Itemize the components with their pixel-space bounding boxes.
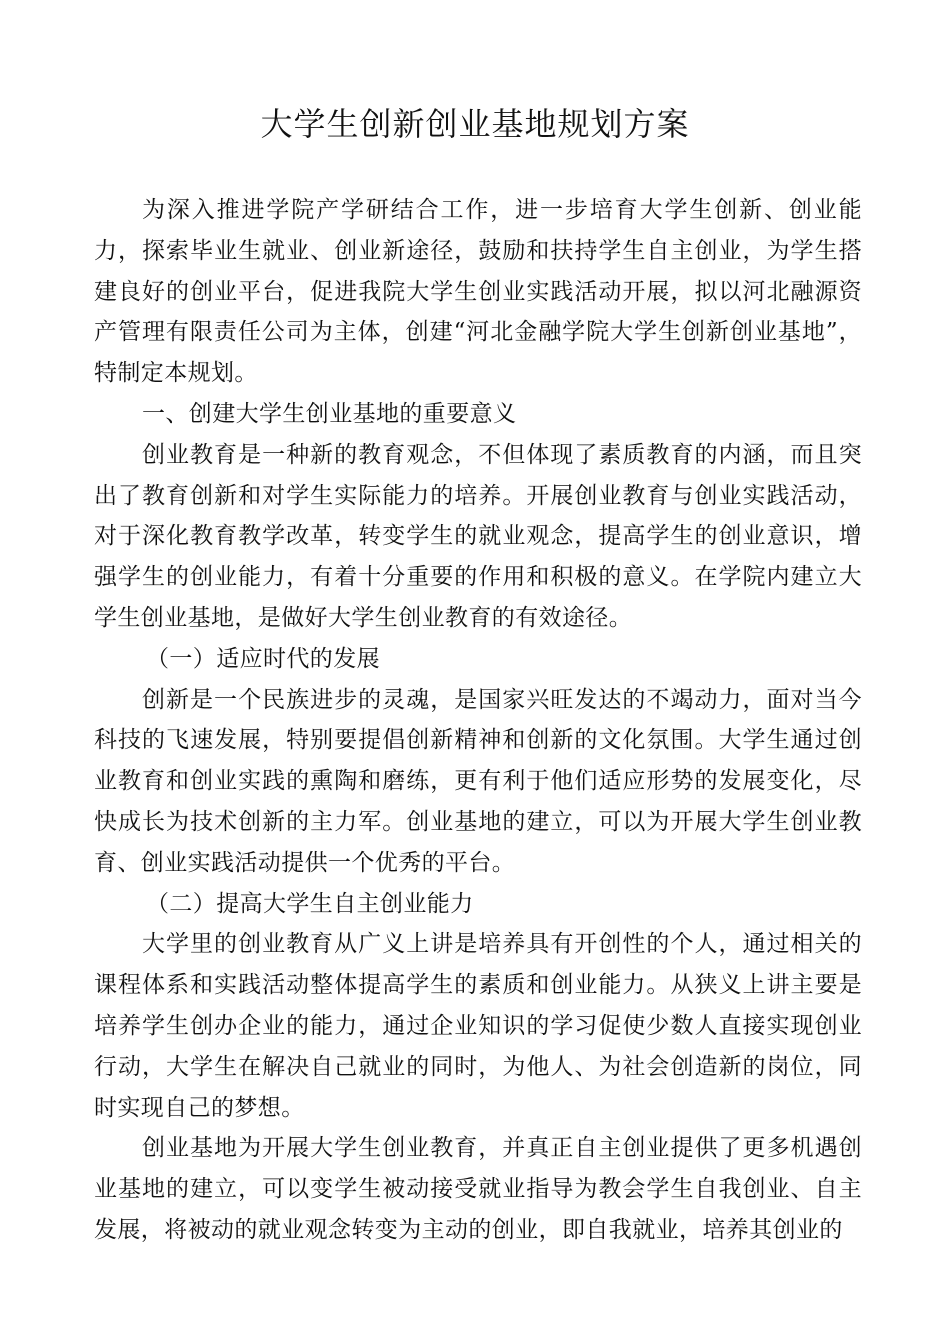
intro-paragraph: 为深入推进学院产学研结合工作，进一步培育大学生创新、创业能力，探索毕业生就业、创业新途径，鼓励和扶持学生自主创业，为学生搭建良好的创业平台，促进我院大学生创业实践活动开展，拟以河北融源资产管理有限责任公司为主体，创建“河北金融学院大学生创新创业基地”，特制定本规划。 (94, 197, 862, 387)
subsection-2-paragraph-2: 创业基地为开展大学生创业教育，并真正自主创业提供了更多机遇创业基地的建立，可以变学生被动接受就业指导为教会学生自我创业、自主发展，将被动的就业观念转变为主动的创业，即自我就业，培养其创业的 (94, 1135, 862, 1243)
subsection-2-paragraph-1: 大学里的创业教育从广义上讲是培养具有开创性的个人，通过相关的课程体系和实践活动整体提高学生的素质和创业能力。从狭义上讲主要是培养学生创办企业的能力，通过企业知识的学习促使少数人直接实现创业行动，大学生在解决自己就业的同时，为他人、为社会创造新的岗位，同时实现自己的梦想。 (94, 931, 862, 1121)
section-heading-1: 一、创建大学生创业基地的重要意义 (142, 400, 517, 427)
document-title: 大学生创新创业基地规划方案 (260, 105, 690, 143)
subsection-1-paragraph: 创新是一个民族进步的灵魂，是国家兴旺发达的不竭动力，面对当今科技的飞速发展，特别要提倡创新精神和创新的文化氛围。大学生通过创业教育和创业实践的熏陶和磨练，更有利于他们适应形势的发展变化，尽快成长为技术创新的主力军。创业基地的建立，可以为开展大学生创业教育、创业实践活动提供一个优秀的平台。 (94, 686, 862, 876)
subsection-heading-2: （二）提高大学生自主创业能力 (146, 890, 474, 917)
document-body (94, 190, 862, 1251)
subsection-heading-1: （一）适应时代的发展 (146, 645, 380, 672)
section-1-paragraph: 创业教育是一种新的教育观念，不但体现了素质教育的内涵，而且突出了教育创新和对学生实际能力的培养。开展创业教育与创业实践活动，对于深化教育教学改革，转变学生的就业观念，提高学生的创业意识，增强学生的创业能力，有着十分重要的作用和积极的意义。在学院内建立大学生创业基地，是做好大学生创业教育的有效途径。 (94, 441, 862, 631)
